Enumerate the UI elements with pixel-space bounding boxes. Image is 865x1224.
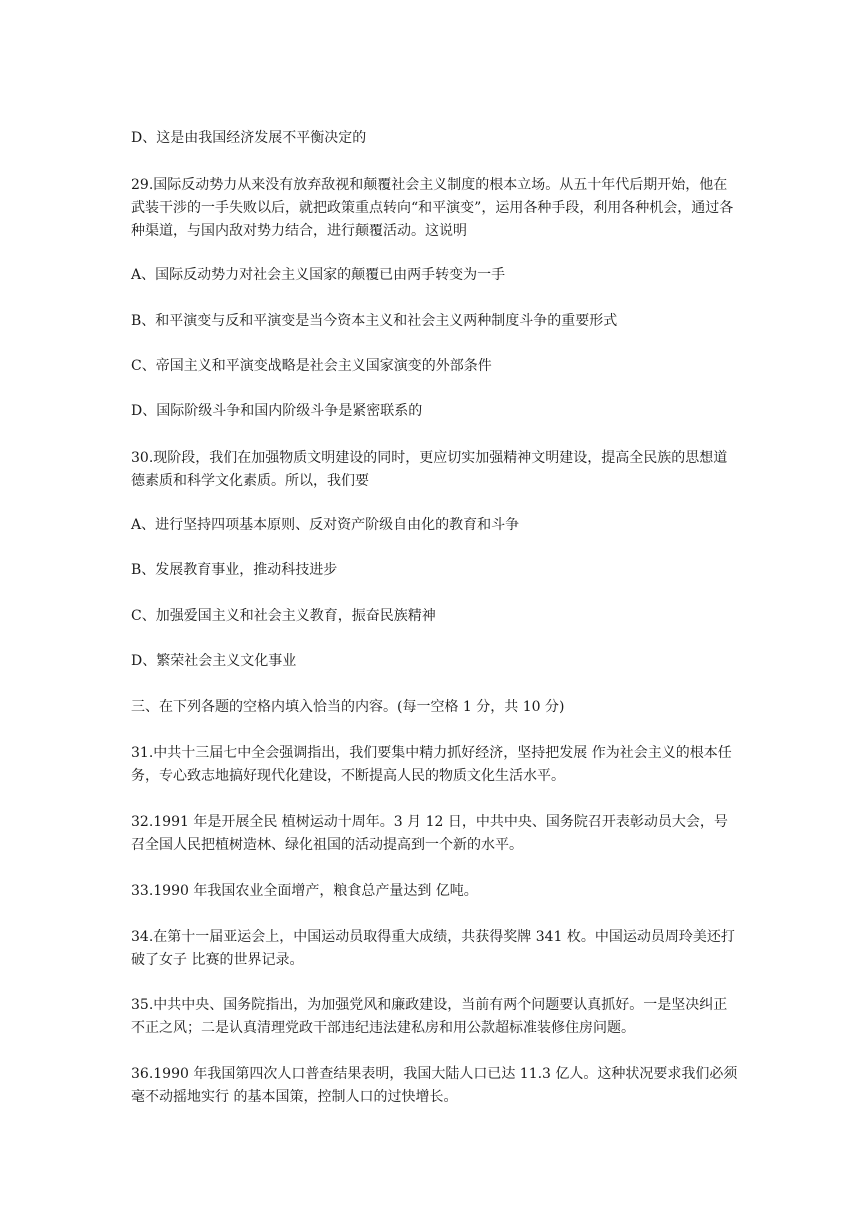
option-a-q30: A、进行坚持四项基本原则、反对资产阶级自由化的教育和斗争 (131, 517, 520, 533)
option-d-q28: D、这是由我国经济发展不平衡决定的 (131, 130, 367, 146)
question-29: 29.国际反动势力从来没有放弃敌视和颠覆社会主义制度的根本立场。从五十年代后期开始，他在武装干涉的一手失败以后，就把政策重点转向“和平演变”，运用各种手段，利用各种机会，通过各种渠道，与国内敌对势力结合，进行颠覆活动。这说明 (131, 177, 734, 239)
question-34: 34.在第十一届亚运会上，中国运动员取得重大成绩，共获得奖牌 341 枚。中国运动员周玲美还打破了女子 比赛的世界记录。 (131, 929, 735, 968)
option-d-q30: D、繁荣社会主义文化事业 (131, 653, 297, 669)
question-36: 36.1990 年我国第四次人口普查结果表明，我国大陆人口已达 11.3 亿人。这种状况要求我们必须毫不动摇地实行 的基本国策，控制人口的过快增长。 (131, 1066, 738, 1105)
question-31: 31.中共十三届七中全会强调指出，我们要集中精力抓好经济，坚持把发展 作为社会主义的根本任务，专心致志地搞好现代化建设，不断提高人民的物质文化生活水平。 (131, 745, 732, 784)
option-b-q30: B、发展教育事业，推动科技进步 (131, 562, 338, 578)
question-33: 33.1990 年我国农业全面增产，粮食总产量达到 亿吨。 (131, 883, 478, 899)
question-35: 35.中共中央、国务院指出，为加强党风和廉政建设，当前有两个问题要认真抓好。一是坚决纠正 不正之风；二是认真清理党政干部违纪违法建私房和用公款超标准装修住房问题。 (131, 997, 728, 1036)
option-a-q29: A、国际反动势力对社会主义国家的颠覆已由两手转变为一手 (131, 267, 506, 283)
section-3-heading: 三、在下列各题的空格内填入恰当的内容。(每一空格 1 分，共 10 分) (131, 699, 565, 715)
option-b-q29: B、和平演变与反和平演变是当今资本主义和社会主义两种制度斗争的重要形式 (131, 313, 618, 329)
question-30: 30.现阶段，我们在加强物质文明建设的同时，更应切实加强精神文明建设，提高全民族的思想道德素质和科学文化素质。所以，我们要 (131, 450, 728, 489)
question-32: 32.1991 年是开展全民 植树运动十周年。3 月 12 日，中共中央、国务院召开表彰动员大会，号召全国人民把植树造林、绿化祖国的活动提高到一个新的水平。 (131, 814, 728, 853)
option-c-q29: C、帝国主义和平演变战略是社会主义国家演变的外部条件 (131, 358, 492, 374)
option-d-q29: D、国际阶级斗争和国内阶级斗争是紧密联系的 (131, 403, 423, 419)
option-c-q30: C、加强爱国主义和社会主义教育，振奋民族精神 (131, 608, 436, 624)
